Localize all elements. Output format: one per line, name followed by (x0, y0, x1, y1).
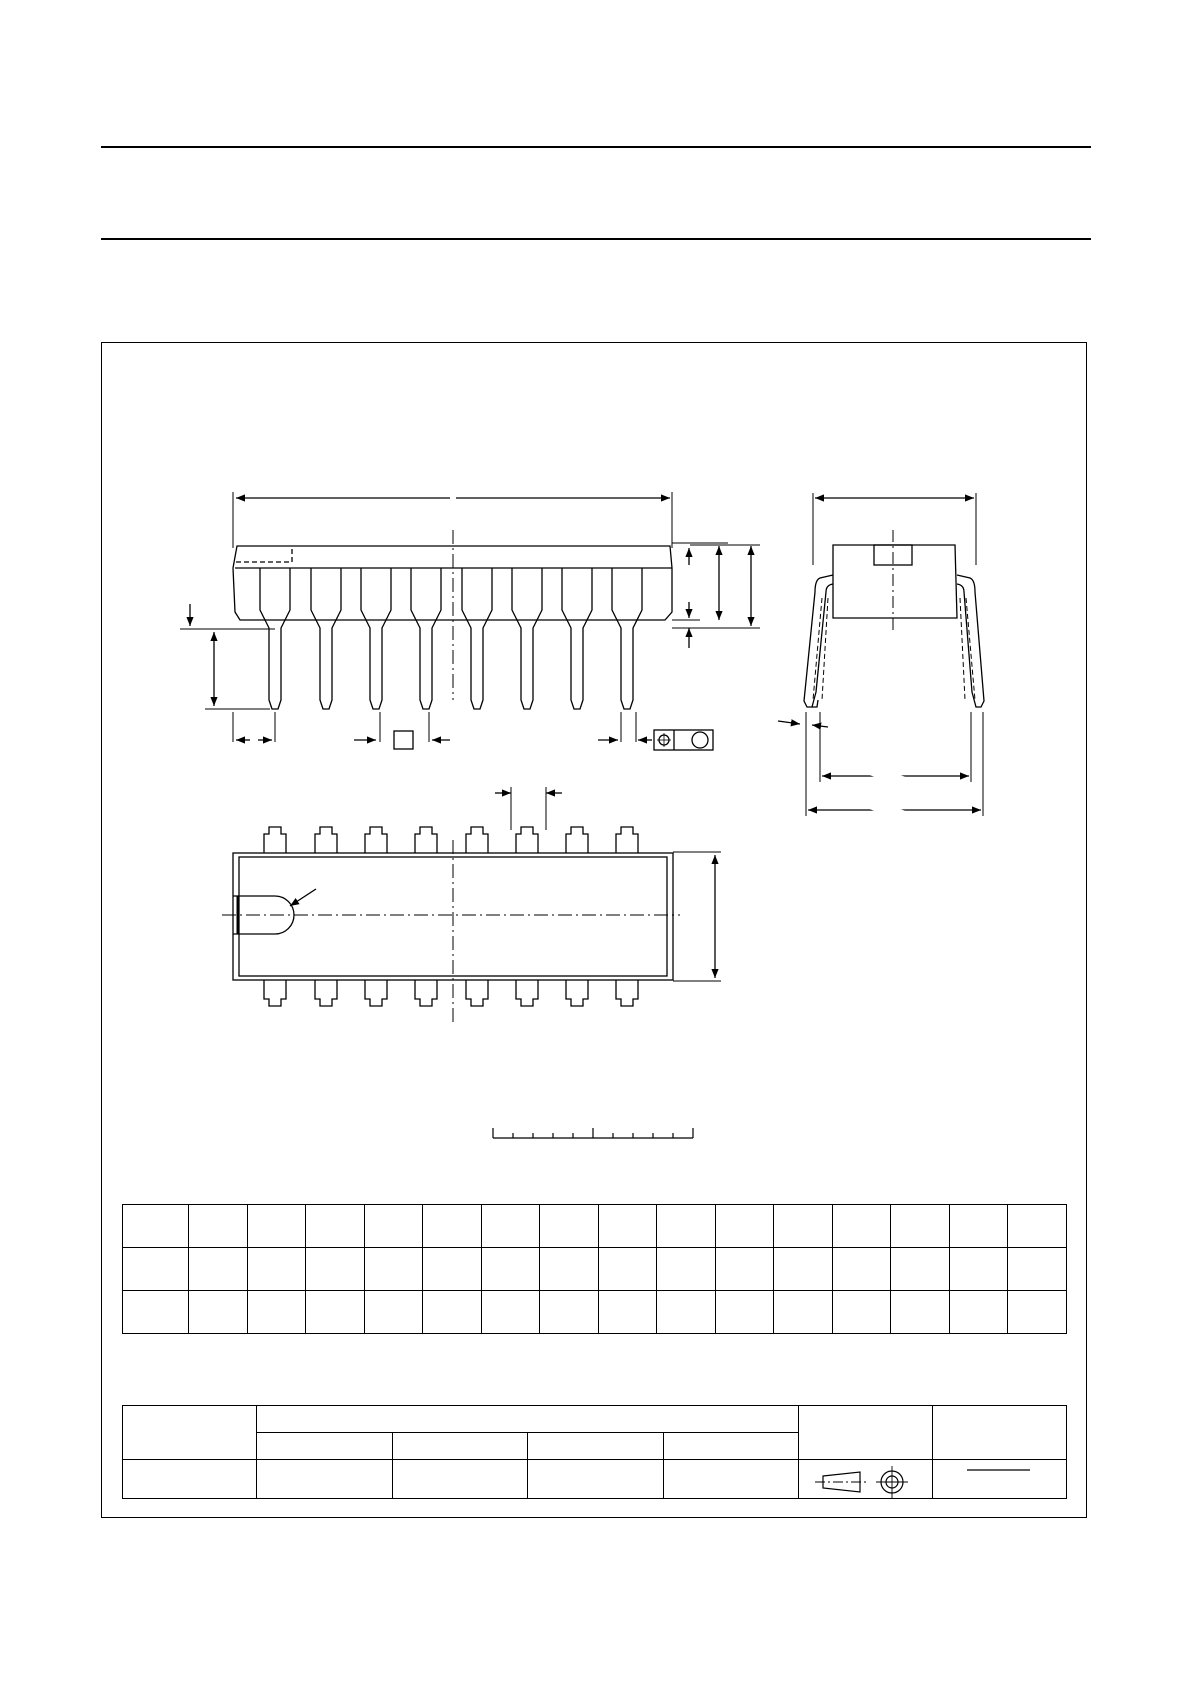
table-cell (123, 1205, 189, 1248)
table-cell (247, 1291, 306, 1334)
top-pin (616, 827, 638, 853)
table-row (123, 1205, 1067, 1248)
side-lead (462, 568, 492, 709)
side-lead (562, 568, 592, 709)
top-pin (264, 827, 286, 853)
table-cell (364, 1248, 423, 1291)
top-view (222, 787, 721, 1022)
top-pin (365, 827, 387, 853)
table-row (123, 1291, 1067, 1334)
side-view (180, 492, 760, 750)
table-cell (364, 1205, 423, 1248)
table-cell (540, 1291, 599, 1334)
table-cell (774, 1248, 833, 1291)
ref-cell-projection (799, 1406, 933, 1460)
ref-cell-jedec (392, 1433, 528, 1460)
table-cell (891, 1205, 950, 1248)
table-cell (774, 1205, 833, 1248)
bottom-pin (315, 980, 337, 1006)
ref-cell-date (933, 1460, 1067, 1499)
table-cell (189, 1248, 248, 1291)
ref-cell-value-3 (392, 1460, 528, 1499)
reference-table (122, 1405, 1067, 1499)
ref-cell-value-4 (528, 1460, 664, 1499)
ref-cell-eiaj (528, 1433, 664, 1460)
ref-cell-value-1 (123, 1460, 257, 1499)
table-cell (189, 1205, 248, 1248)
bottom-pin (616, 980, 638, 1006)
table-cell (1008, 1205, 1067, 1248)
side-lead (260, 568, 290, 709)
table-cell (306, 1205, 365, 1248)
top-pin (516, 827, 538, 853)
table-cell (949, 1205, 1008, 1248)
table-cell (949, 1291, 1008, 1334)
table-cell (949, 1248, 1008, 1291)
top-pin (466, 827, 488, 853)
table-cell (715, 1205, 774, 1248)
table-cell (481, 1205, 540, 1248)
side-lead (411, 568, 441, 709)
ref-cell-issue-date (933, 1406, 1067, 1460)
table-cell (423, 1248, 482, 1291)
table-cell (1008, 1248, 1067, 1291)
bottom-pin (415, 980, 437, 1006)
table-cell (598, 1205, 657, 1248)
bottom-pin (365, 980, 387, 1006)
side-lead (361, 568, 391, 709)
table-cell (774, 1291, 833, 1334)
table-cell (481, 1248, 540, 1291)
table-cell (189, 1291, 248, 1334)
table-cell (832, 1291, 891, 1334)
table-cell (715, 1291, 774, 1334)
table-cell (1008, 1291, 1067, 1334)
table-cell (657, 1248, 716, 1291)
table-cell (364, 1291, 423, 1334)
bottom-pin (466, 980, 488, 1006)
dimension-table (122, 1204, 1067, 1334)
table-cell (657, 1291, 716, 1334)
scale-bar (493, 1128, 693, 1138)
table-cell (715, 1248, 774, 1291)
table-cell (123, 1291, 189, 1334)
table-cell (832, 1205, 891, 1248)
ref-cell-projection-icons (799, 1460, 933, 1499)
table-cell (540, 1248, 599, 1291)
table-cell (598, 1291, 657, 1334)
table-cell (247, 1205, 306, 1248)
ref-cell-value-5 (663, 1460, 799, 1499)
ref-cell-value-2 (257, 1460, 393, 1499)
bottom-pin (264, 980, 286, 1006)
table-cell (123, 1248, 189, 1291)
top-pin (566, 827, 588, 853)
end-view (778, 493, 984, 816)
ref-cell-references-header (257, 1406, 799, 1433)
table-cell (481, 1291, 540, 1334)
ref-cell-outline-version (123, 1406, 257, 1460)
table-cell (657, 1205, 716, 1248)
table-cell (247, 1248, 306, 1291)
diameter-symbol-icon (692, 732, 708, 748)
side-lead (612, 568, 642, 709)
table-cell (891, 1248, 950, 1291)
ref-cell-iec (257, 1433, 393, 1460)
bottom-pin (516, 980, 538, 1006)
side-lead (512, 568, 542, 709)
table-cell (306, 1291, 365, 1334)
table-cell (598, 1248, 657, 1291)
side-lead (311, 568, 341, 709)
bottom-pin (566, 980, 588, 1006)
table-row (123, 1248, 1067, 1291)
table-cell (832, 1248, 891, 1291)
table-cell (423, 1291, 482, 1334)
table-cell (891, 1291, 950, 1334)
table-cell (306, 1248, 365, 1291)
top-pin (315, 827, 337, 853)
ref-cell-blank (663, 1433, 799, 1460)
table-cell (423, 1205, 482, 1248)
table-cell (540, 1205, 599, 1248)
top-pin (415, 827, 437, 853)
